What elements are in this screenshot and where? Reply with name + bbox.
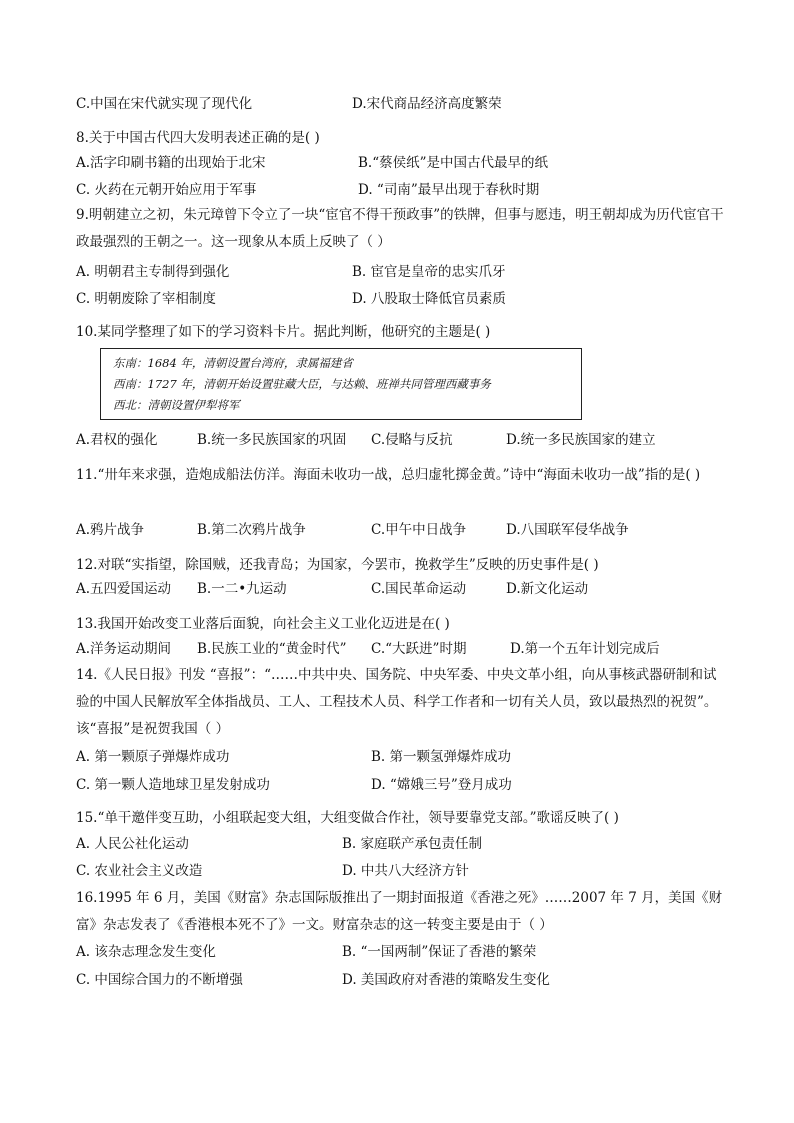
question-14: 14.《人民日报》刊发 “喜报”：“……中共中央、国务院、中央军委、中央文革小组，向从事核武器研制和试验的中国人民解放军全体指战员、工人、工程技术人员、科学工作者和一切有关人员，致以最热烈的祝贺”。该“喜报”是祝贺我国（ ） — [76, 667, 718, 737]
option-d: D. 美国政府对香港的策略发生变化 — [342, 972, 550, 988]
question-12: 12.对联“实指望，除国贼，还我青岛；为国家，今罢市，挽救学生”反映的历史事件是( ) — [76, 557, 599, 573]
question-13: 13.我国开始改变工业落后面貌，向社会主义工业化迈进是在( ) — [76, 616, 450, 632]
card-line-southeast: 东南：1684 年，清朝设置台湾府，隶属福建省 — [113, 356, 353, 370]
option-c: C.国民革命运动 — [371, 581, 467, 597]
option-a: A.君权的强化 — [76, 432, 158, 448]
option-a: A. 明朝君主专制得到强化 — [76, 264, 230, 280]
option-a: A.洋务运动期间 — [76, 641, 172, 657]
option-d: D.统一多民族国家的建立 — [506, 432, 656, 448]
option-a: A.活字印刷书籍的出现始于北宋 — [76, 155, 266, 171]
option-row — [76, 579, 754, 599]
option-a: A. 第一颗原子弹爆炸成功 — [76, 749, 230, 765]
option-row — [76, 942, 754, 962]
option-c: C.中国在宋代就实现了现代化 — [76, 96, 253, 112]
option-row — [76, 747, 754, 767]
option-row — [76, 94, 754, 114]
question-8: 8.关于中国古代四大发明表述正确的是( ) — [76, 130, 320, 146]
option-row — [76, 520, 754, 540]
option-a: A.五四爱国运动 — [76, 581, 172, 597]
option-b: B. “一国两制”保证了香港的繁荣 — [342, 944, 537, 960]
option-row — [76, 180, 754, 200]
option-c: C. 明朝废除了宰相制度 — [76, 291, 216, 307]
option-row — [76, 153, 754, 173]
option-row — [76, 639, 754, 659]
option-c: C.侵略与反抗 — [371, 432, 453, 448]
option-row — [76, 970, 754, 990]
option-c: C. 火药在元朝开始应用于军事 — [76, 182, 257, 198]
option-b: B.“蔡侯纸”是中国古代最早的纸 — [358, 155, 549, 171]
option-a: A.鸦片战争 — [76, 522, 145, 538]
option-b: B. 第一颗氢弹爆炸成功 — [371, 749, 512, 765]
option-d: D.第一个五年计划完成后 — [510, 641, 660, 657]
option-d: D. “司南”最早出现于春秋时期 — [358, 182, 540, 198]
card-line-northwest: 西北：清朝设置伊犁将军 — [113, 398, 240, 412]
option-d: D. 中共八大经济方针 — [342, 863, 469, 879]
question-10: 10.某同学整理了如下的学习资料卡片。据此判断，他研究的主题是( ) — [76, 324, 491, 340]
option-b: B.一二•九运动 — [197, 581, 287, 597]
option-c: C.甲午中日战争 — [371, 522, 467, 538]
option-c: C. 第一颗人造地球卫星发射成功 — [76, 777, 270, 793]
option-d: D. “嫦娥三号”登月成功 — [371, 777, 512, 793]
option-row — [76, 430, 754, 450]
option-c: C. 农业社会主义改造 — [76, 863, 203, 879]
option-d: D.新文化运动 — [506, 581, 589, 597]
option-d: D. 八股取士降低官员素质 — [352, 291, 506, 307]
option-b: B. 家庭联产承包责任制 — [342, 836, 483, 852]
question-9: 9.明朝建立之初，朱元璋曾下令立了一块“宦官不得干预政事”的铁牌，但事与愿违，明王朝却成为历代宦官干政最强烈的王朝之一。这一现象从本质上反映了（ ） — [76, 207, 724, 250]
question-16: 16.1995 年 6 月，美国《财富》杂志国际版推出了一期封面报道《香港之死》……2007 年 7 月，美国《财富》杂志发表了《香港根本死不了》一文。财富杂志的这一转变主要是由于（ ） — [76, 890, 723, 933]
question-15: 15.“单干邀伴变互助，小组联起变大组，大组变做合作社，领导要靠党支部。”歌谣反映了( ) — [76, 810, 619, 826]
option-b: B. 宦官是皇帝的忠实爪牙 — [352, 264, 506, 280]
option-d: D.八国联军侵华战争 — [506, 522, 629, 538]
option-row — [76, 834, 754, 854]
option-a: A. 该杂志理念发生变化 — [76, 944, 216, 960]
option-a: A. 人民公社化运动 — [76, 836, 189, 852]
option-b: B.统一多民族国家的巩固 — [197, 432, 347, 448]
study-card — [100, 348, 582, 420]
option-row — [76, 262, 754, 282]
question-11: 11.“卅年来求强，造炮成船法仿洋。海面未收功一战，总归虚牝掷金黄。”诗中“海面未收功一战”指的是( ) — [76, 467, 701, 483]
option-row — [76, 289, 754, 309]
option-b: B.民族工业的“黄金时代” — [197, 641, 347, 657]
option-row — [76, 861, 754, 881]
option-c: C.“大跃进”时期 — [371, 641, 467, 657]
option-d: D.宋代商品经济高度繁荣 — [352, 96, 502, 112]
card-line-southwest: 西南：1727 年，清朝开始设置驻藏大臣，与达赖、班禅共同管理西藏事务 — [113, 377, 491, 391]
option-c: C. 中国综合国力的不断增强 — [76, 972, 243, 988]
option-row — [76, 775, 754, 795]
option-b: B.第二次鸦片战争 — [197, 522, 306, 538]
